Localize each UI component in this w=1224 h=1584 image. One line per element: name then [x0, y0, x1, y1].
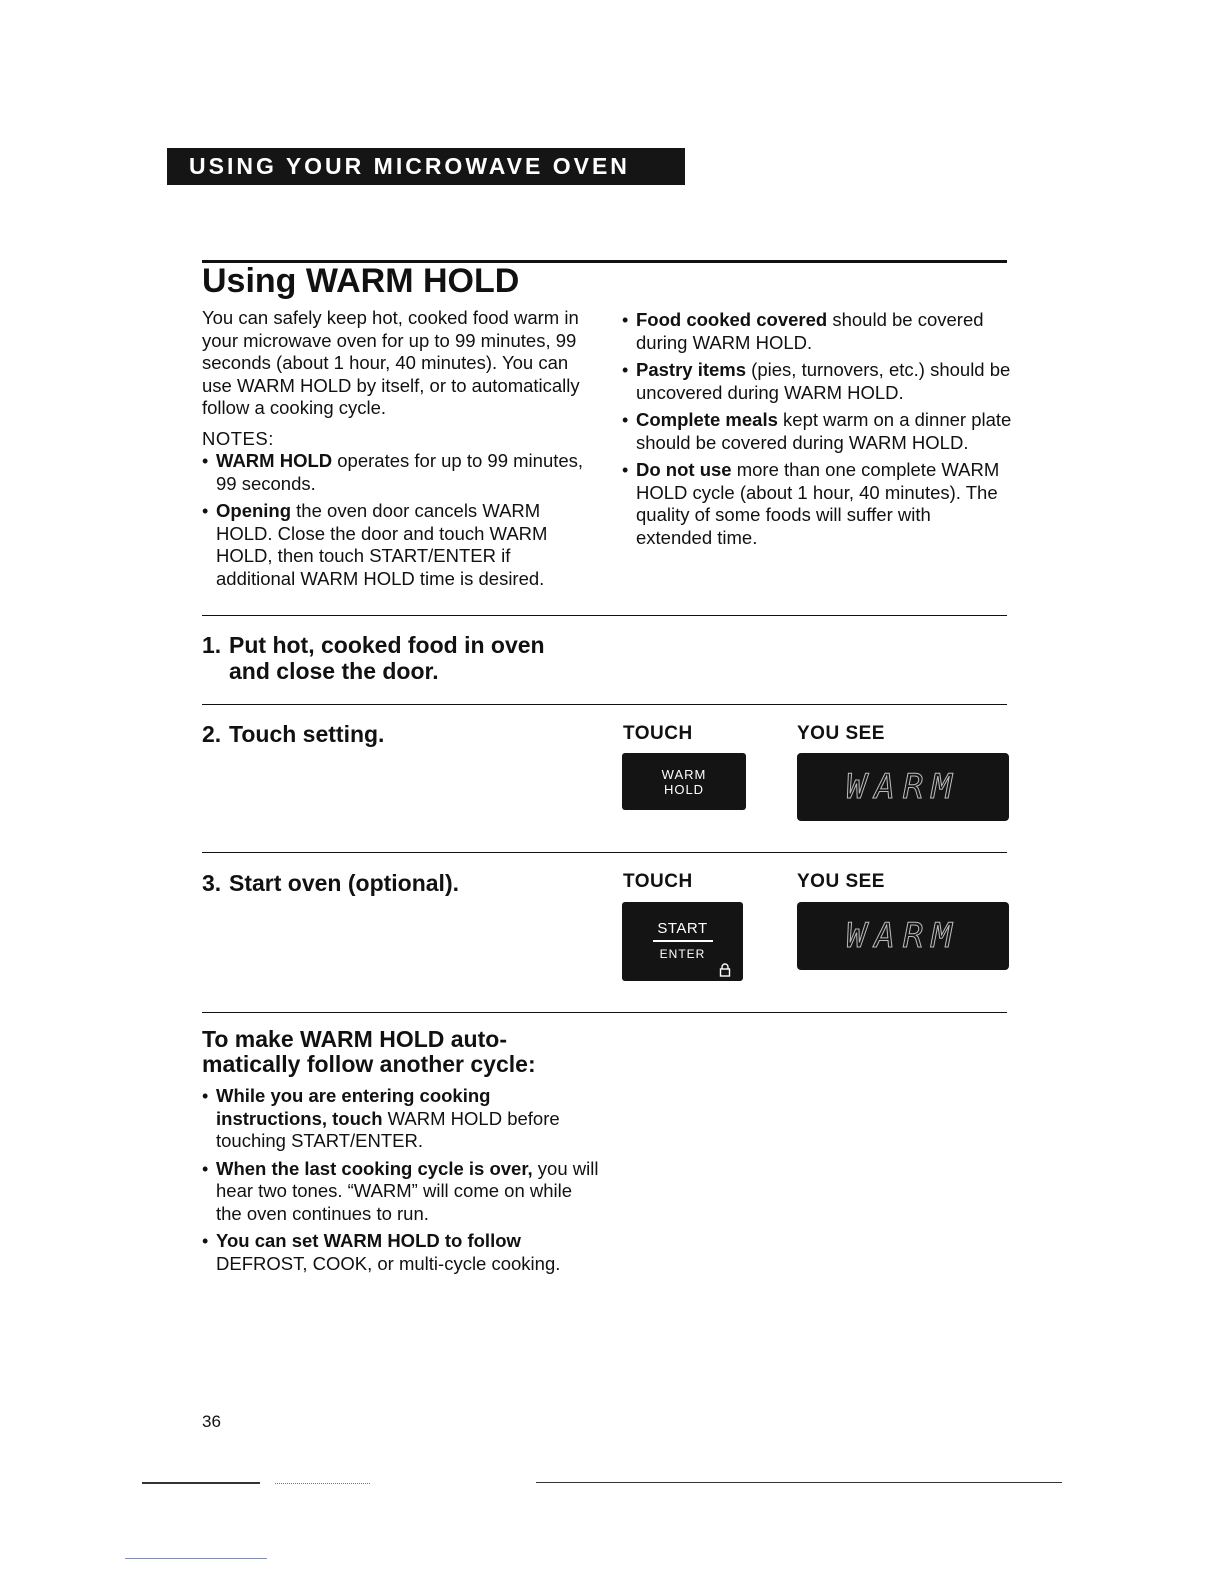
- divider: [202, 1012, 1007, 1013]
- note-bold: WARM HOLD: [216, 450, 333, 471]
- display-panel: [797, 902, 1009, 970]
- list-item: [202, 1230, 602, 1275]
- item-text: DEFROST, COOK, or multi-cycle cooking.: [216, 1252, 561, 1274]
- note-bold: Do not use: [636, 459, 732, 480]
- you-see-label: YOU SEE: [797, 723, 885, 744]
- note-bold: Pastry items: [636, 359, 747, 380]
- list-item: [622, 459, 1012, 549]
- you-see-label: YOU SEE: [797, 871, 885, 892]
- item-text: you will hear two tones. “WARM” will come on while the oven continues to run.: [216, 1157, 599, 1224]
- notes-list-right: [622, 309, 1012, 549]
- note-bold: Opening: [216, 500, 292, 521]
- touch-label: TOUCH: [623, 871, 693, 892]
- list-item: [622, 359, 1012, 404]
- heading-text: WARM HOLD: [300, 1026, 445, 1052]
- heading-text: matically follow another cycle:: [202, 1051, 536, 1077]
- button-label: START: [653, 921, 713, 942]
- step-3: [202, 870, 459, 896]
- step-number: 2.: [202, 721, 222, 747]
- lock-icon: [719, 963, 731, 977]
- notes-column-right: [622, 309, 1012, 549]
- step-number: 1.: [202, 632, 222, 658]
- note-text: kept warm on a dinner plate should be covered during WARM HOLD.: [636, 409, 1012, 453]
- intro-column: [202, 307, 592, 590]
- notes-list-left: [202, 450, 592, 590]
- display-readout: WARM: [846, 767, 960, 807]
- step-text: Start oven (optional).: [229, 870, 459, 896]
- note-bold: Complete meals: [636, 409, 778, 430]
- item-bold: While you are entering cooking instructions, touch: [216, 1085, 491, 1129]
- item-bold: When the last cooking cycle is over,: [216, 1157, 533, 1179]
- list-item: [202, 1085, 602, 1153]
- heading-text: To make: [202, 1026, 300, 1052]
- auto-follow-list: [202, 1085, 602, 1275]
- list-item: [622, 309, 1012, 354]
- list-item: [202, 1158, 602, 1226]
- display-panel: [797, 753, 1009, 821]
- note-text: more than one complete WARM HOLD cycle (about 1 hour, 40 minutes). The quality of some foods will suffer with extended time.: [636, 459, 1000, 548]
- notes-label: NOTES:: [202, 427, 274, 449]
- divider: [202, 615, 1007, 616]
- footer-rule: [142, 1482, 260, 1484]
- step-text: and close the door.: [229, 658, 439, 684]
- step-text: Touch setting.: [229, 721, 385, 747]
- auto-follow-list-wrap: [202, 1080, 602, 1275]
- step-text: Put hot, cooked food in oven: [229, 632, 545, 658]
- note-text: operates for up to 99 minutes, 99 seconds.: [216, 450, 584, 494]
- divider: [202, 704, 1007, 705]
- note-text: should be covered during WARM HOLD.: [636, 309, 984, 353]
- intro-paragraph: You can safely keep hot, cooked food warm in your microwave oven for up to 99 minutes, 99 seconds (about 1 hour, 40 minutes). You can use WARM HOLD by itself, or to automatically follow a cooking cycle.: [202, 307, 580, 418]
- note-bold: Food cooked covered: [636, 309, 828, 330]
- footer-rule-dotted: [275, 1483, 370, 1484]
- button-label: HOLD: [663, 781, 705, 797]
- list-item: [202, 450, 592, 495]
- section-banner: USING YOUR MICROWAVE OVEN: [167, 148, 685, 185]
- button-label: WARM: [661, 766, 707, 782]
- scan-edge-line: [125, 1558, 267, 1559]
- auto-follow-heading: [202, 1027, 622, 1077]
- item-bold: You can set WARM HOLD to follow: [216, 1230, 521, 1251]
- step-number: 3.: [202, 870, 222, 896]
- button-label: ENTER: [659, 947, 706, 961]
- page-title: Using WARM HOLD: [202, 262, 520, 300]
- note-text: (pies, turnovers, etc.) should be uncovered during WARM HOLD.: [636, 359, 1011, 403]
- start-enter-button[interactable]: [622, 902, 743, 981]
- warm-hold-button[interactable]: [622, 753, 746, 810]
- item-text: WARM HOLD before touching START/ENTER.: [216, 1107, 560, 1151]
- touch-label: TOUCH: [623, 723, 693, 744]
- footer-rule: [536, 1482, 1062, 1483]
- note-text: the oven door cancels WARM HOLD. Close the door and touch WARM HOLD, then touch START/ENTER if additional WARM HOLD time is desired.: [216, 500, 548, 589]
- heading-text: auto-: [444, 1026, 507, 1052]
- step-2: [202, 721, 384, 747]
- page-number: 36: [202, 1412, 221, 1431]
- list-item: [202, 500, 592, 590]
- display-readout: WARM: [846, 916, 960, 956]
- step-1: [202, 632, 602, 684]
- divider: [202, 852, 1007, 853]
- list-item: [622, 409, 1012, 454]
